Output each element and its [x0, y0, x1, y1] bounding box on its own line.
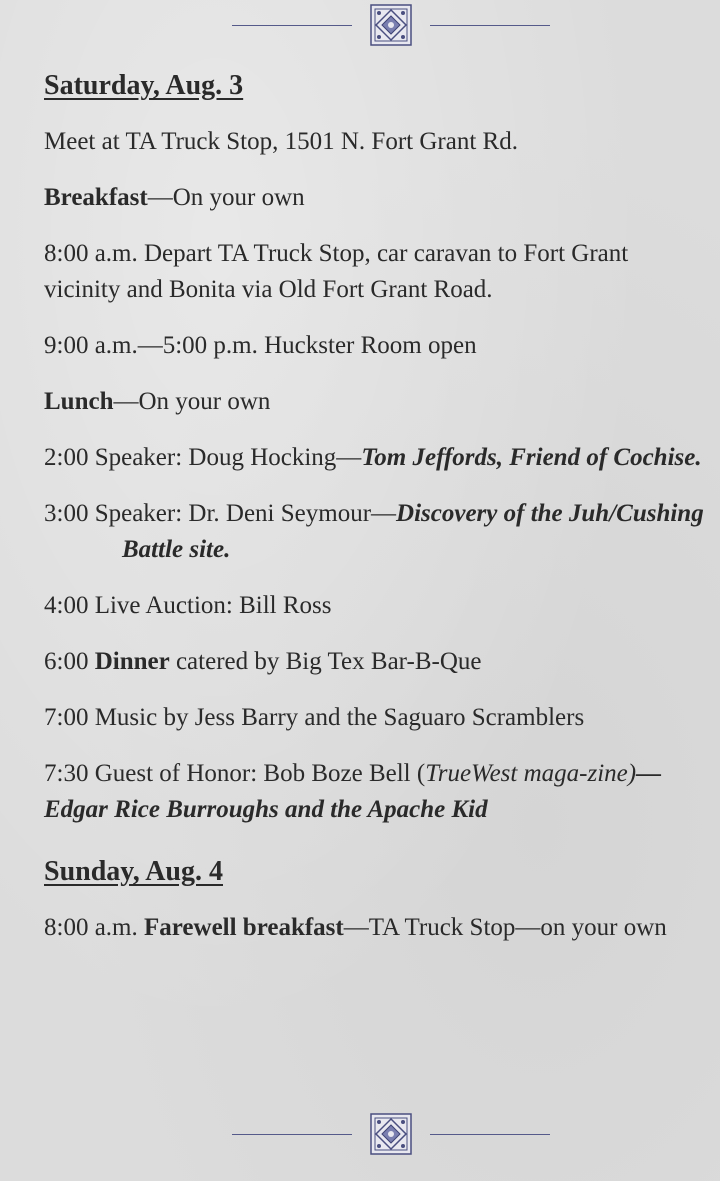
schedule-content [44, 68, 704, 966]
guest-title: —Edgar Rice Burroughs and the Apache Kid [44, 760, 662, 823]
speaker1-entry [44, 440, 704, 476]
speaker2-entry [44, 496, 704, 568]
lunch-entry [44, 384, 704, 420]
auction-entry: 4:00 Live Auction: Bill Ross [44, 592, 332, 619]
breakfast-entry [44, 180, 704, 216]
farewell-entry [44, 910, 704, 946]
guest-prefix: 7:30 Guest of Honor: Bob Boze Bell ( [44, 760, 426, 787]
speaker1-title: Tom Jeffords, Friend of Cochise. [361, 444, 702, 471]
top-ornament [0, 4, 720, 48]
farewell-time: 8:00 a.m. [44, 914, 144, 941]
saturday-heading: Saturday, Aug. 3 [44, 70, 244, 101]
farewell-label: Farewell breakfast [144, 914, 344, 941]
dinner-label: Dinner [94, 648, 170, 675]
decorative-tile-icon [370, 4, 412, 46]
guest-magazine: TrueWest maga-zine) [425, 760, 637, 787]
guest-entry [44, 756, 704, 828]
ornament-rule-right [430, 25, 550, 26]
speaker1-prefix: 2:00 Speaker: Doug Hocking— [44, 444, 362, 471]
ornament-rule-left [232, 1134, 352, 1135]
meet-location: Meet at TA Truck Stop, 1501 N. Fort Grant Rd. [44, 128, 518, 155]
bottom-ornament [0, 1113, 720, 1157]
lunch-label: Lunch [44, 388, 114, 415]
dinner-entry [44, 644, 704, 680]
ornament-rule-right [430, 1134, 550, 1135]
breakfast-text: —On your own [147, 184, 305, 211]
decorative-tile-icon [370, 1113, 412, 1155]
sunday-heading: Sunday, Aug. 4 [44, 856, 223, 887]
speaker2-prefix: 3:00 Speaker: Dr. Deni Seymour— [44, 500, 397, 527]
ornament-rule-left [232, 25, 352, 26]
speaker2-title: Discovery of the Juh/Cushing Battle site. [122, 500, 704, 563]
dinner-time: 6:00 [44, 648, 95, 675]
lunch-text: —On your own [113, 388, 271, 415]
dinner-text: catered by Big Tex Bar-B-Que [169, 648, 482, 675]
farewell-text: —TA Truck Stop—on your own [343, 914, 667, 941]
huckster-entry: 9:00 a.m.—5:00 p.m. Huckster Room open [44, 332, 477, 359]
breakfast-label: Breakfast [44, 184, 148, 211]
music-entry: 7:00 Music by Jess Barry and the Saguaro Scramblers [44, 704, 585, 731]
depart-entry: 8:00 a.m. Depart TA Truck Stop, car caravan to Fort Grant vicinity and Bonita via Old Fort Grant Road. [44, 240, 629, 303]
